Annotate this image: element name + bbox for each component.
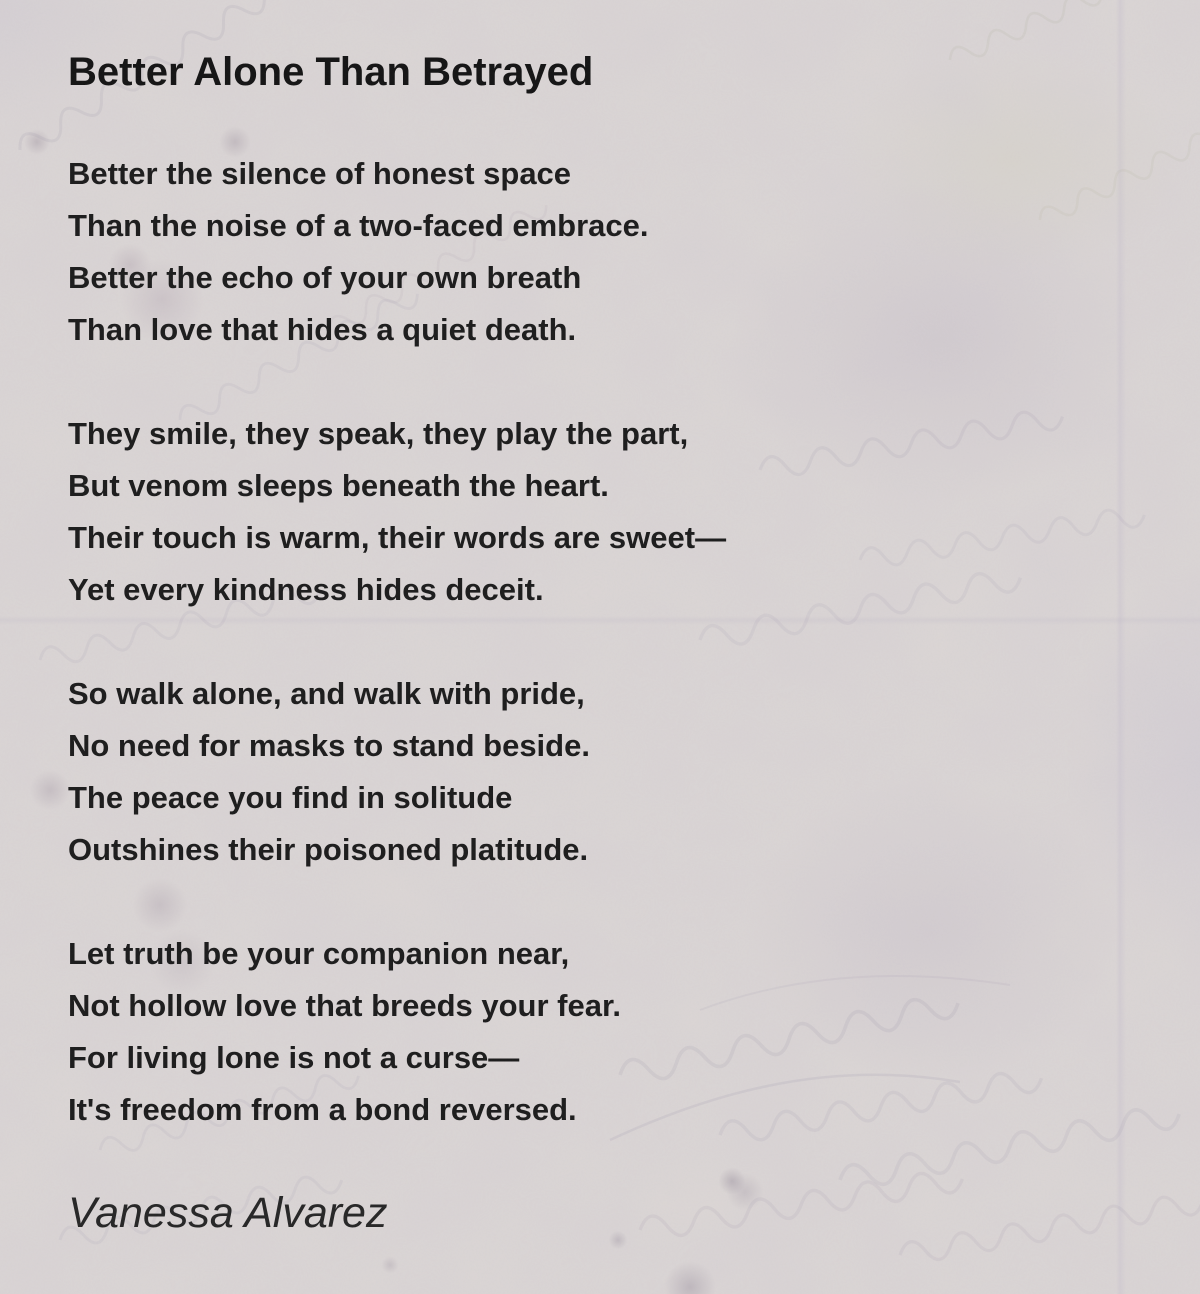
poem-line: But venom sleeps beneath the heart. [68, 468, 609, 503]
poem-line: Than love that hides a quiet death. [68, 312, 577, 347]
poem-line: Yet every kindness hides deceit. [68, 572, 544, 607]
poem-stanza-1 [68, 148, 1160, 356]
poem-author: Vanessa Alvarez [68, 1189, 388, 1237]
poem-line: Their touch is warm, their words are sweet— [68, 520, 727, 555]
poem-stanza-4 [68, 928, 1160, 1136]
poem-line: Better the silence of honest space [68, 156, 572, 191]
poem-stanza-2 [68, 408, 1160, 616]
poem-line: Not hollow love that breeds your fear. [68, 988, 621, 1023]
poem-line: So walk alone, and walk with pride, [68, 676, 585, 711]
poem-line: The peace you find in solitude [68, 780, 513, 815]
poem-line: For living lone is not a curse— [68, 1040, 520, 1075]
poem-title: Better Alone Than Betrayed [68, 50, 594, 94]
poem-line: Let truth be your companion near, [68, 936, 570, 971]
poem-line: No need for masks to stand beside. [68, 728, 590, 763]
poem-line: Than the noise of a two-faced embrace. [68, 208, 649, 243]
poem-line: It's freedom from a bond reversed. [68, 1092, 577, 1127]
poem-line: Outshines their poisoned platitude. [68, 832, 589, 867]
poem-stanza-3 [68, 668, 1160, 876]
poem-line: They smile, they speak, they play the part, [68, 416, 689, 451]
poem-line: Better the echo of your own breath [68, 260, 582, 295]
